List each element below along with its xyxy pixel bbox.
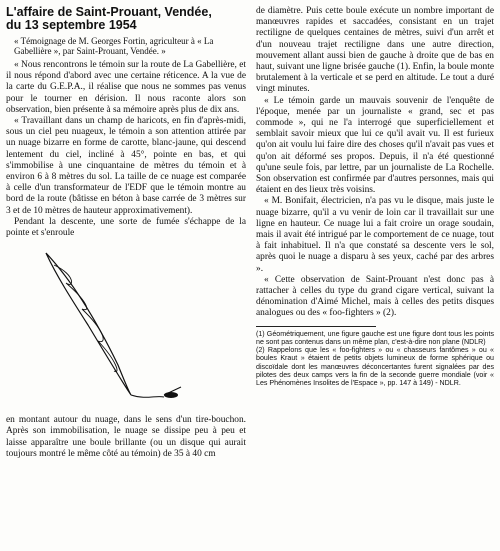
title-line-2: du 13 septembre 1954 (6, 18, 137, 32)
paragraph: « M. Bonifait, électricien, n'a pas vu le disque, mais juste le nuage bizarre, qu'il a vu venir de loin car il travaillait sur une ligne en hauteur. Ce nuage lui a fait croire un orage soudain, mais il avait été intrigué par le comportement de ce nuage, tout à fait inhabituel. Il n'a que constaté sa descente vers le sol, après quoi le nuage a disparu à ses yeux, caché par des arbres ». (256, 196, 494, 274)
paragraph: « Cette observation de Saint-Prouant n'est donc pas à rattacher à celles du type du grand cigare vertical, suivant la dénomination d'Aimé Michel, mais à celles des petits disques analogues ou des « foo-fighters » (2). (256, 274, 494, 319)
article-subtitle: « Témoignage de M. Georges Fortin, agriculteur à « La Gabellière », par Saint-Prouant, Vendée. » (14, 36, 214, 56)
right-column (256, 6, 494, 387)
paragraph: « Travaillant dans un champ de haricots, en fin d'après-midi, sous un ciel peu nuageux, le témoin a son attention attirée par un nuage bizarre en forme de carotte, blanc-jaune, qui descend lentement du ciel, incliné à 45°, pointe en bas, et qui s'immobilise à une cinquantaine de mètres du témoin et à environ 6 à 8 mètres du sol. La taille de ce nuage est comparée à celle d'un transformateur de l'EDF que le témoin montre au bord de la route (bâtisse en béton à base carrée de 3 mètres sur 3 et de 10 mètres de hauteur approximativement). (6, 116, 246, 216)
title-line-1: L'affaire de Saint-Prouant, Vendée, (6, 5, 212, 19)
article-title (6, 6, 246, 32)
paragraph: Pendant la descente, une sorte de fumée s'échappe de la pointe et s'enroule (6, 216, 246, 239)
paragraph: « Le témoin garde un mauvais souvenir de l'enquête de l'époque, menée par un journaliste « grand, sec et pas commode », qui ne l'a interrogé que superficiellement et semblait savoir mieux que lui ce qu'il avait vu. Il est furieux qu'on ait voulu lui faire dire des choses qu'il n'avait pas vues et qu'on ait déformé ses propos. Depuis, il n'a été questionné qu'une seule fois, par lettre, par un journaliste de La Rochelle. Son observation est confirmée par d'autres personnes, mais qui étaient en des lieux très voisins. (256, 95, 494, 196)
paragraph-continuation: en montant autour du nuage, dans le sens d'un tire-bouchon. Après son immobilisation, le nuage se dissipe peu à peu et laisse apparaître une boule brillante (ou un disque qui aurait toujours montré le même côté au témoin) de 35 à 40 cm (6, 415, 246, 459)
paragraph: de diamètre. Puis cette boule exécute un nombre important de manœuvres rapides et saccadées, consistant en un trajet rectiligne de quelques centaines de mètres, suivi d'un arrêt et d'un nouveau trajet rectiligne dans une autre direction, mouvement allant aussi bien de gauche à droite que de bas en haut, suivant une ligne brisée gauche (1). Enfin, la boule monte brutalement à la verticale et se perd en altitude. Le tout a duré vingt minutes. (256, 6, 494, 95)
footnote: (2) Rappelons que les « foo-fighters » ou « chasseurs fantômes » ou « boules Kraut » étaient de petits objets lumineux de forme sphérique ou discoïdale dont les manœuvres déconcertantes furent signalées par des pilotes des deux camps vers la fin de la seconde guerre mondiale (voir « Les Phénomènes Insolites de l'Espace », pp. 147 à 149) - NDLR. (256, 346, 494, 387)
footnote: (1) Géométriquement, une figure gauche est une figure dont tous les points ne sont pas contenus dans un même plan, c'est-à-dire non plane (NDLR) (256, 329, 494, 346)
sketch-figure (6, 245, 246, 415)
left-column (6, 0, 246, 460)
paragraph: « Nous rencontrons le témoin sur la route de La Gabellière, et il nous répond d'abord avec une certaine réticence. A la vue de la carte du G.E.P.A., il réalise que nous ne sommes pas venus pour le tourner en dérision. Il nous raconte alors son observation, bien présente à sa mémoire après plus de dix ans. (6, 60, 246, 115)
carrot-cloud-sketch (6, 245, 246, 415)
footnote-divider (256, 326, 376, 327)
